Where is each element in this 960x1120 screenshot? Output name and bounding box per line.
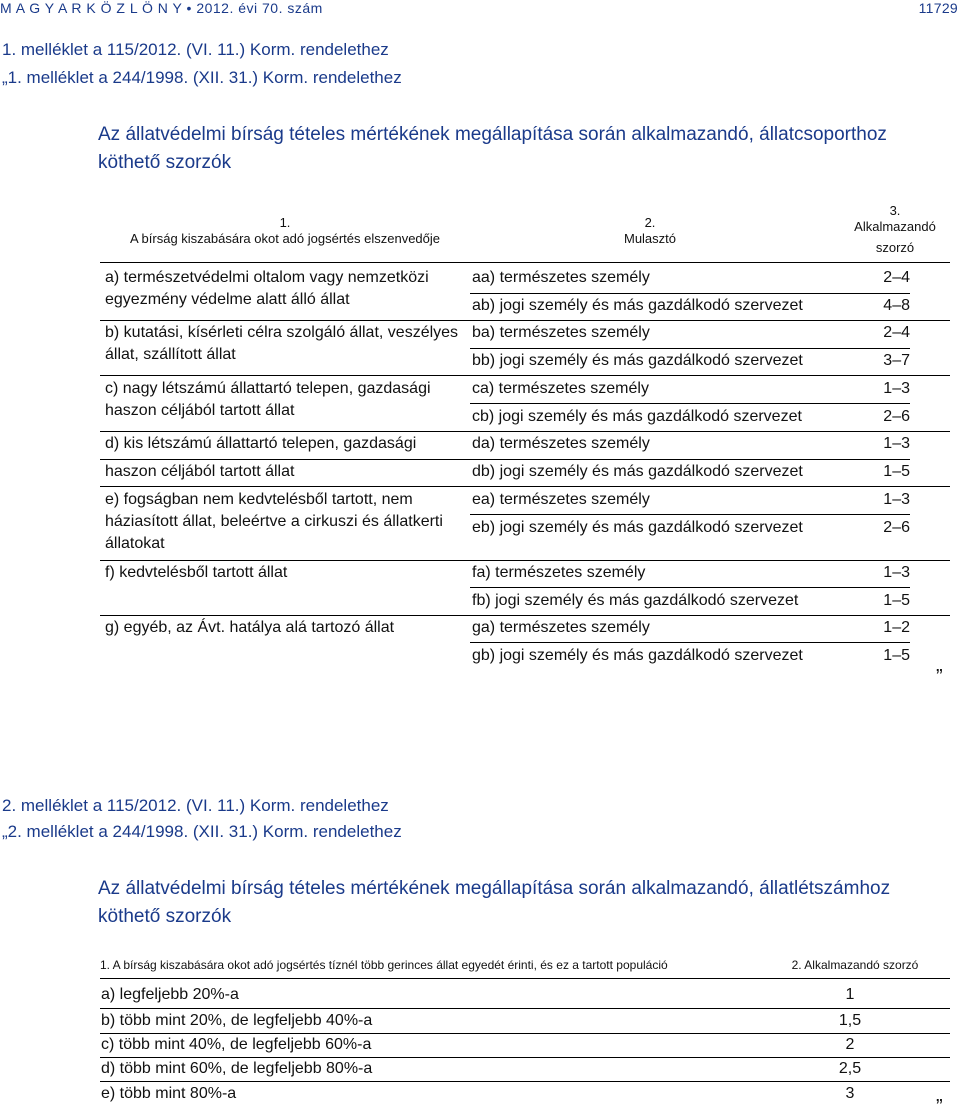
- annex1-value-fa: 1–3: [883, 564, 910, 581]
- annex1-col1-num: 1.: [279, 215, 291, 230]
- annex1-ref-line2: „1. melléklet a 244/1998. (XII. 31.) Korm. rendelethez: [2, 68, 402, 87]
- annex1-value-da: 1–3: [883, 435, 910, 452]
- annex1-value-ga: 1–2: [883, 619, 910, 636]
- annex1-actor-cb: cb) jogi személy és más gazdálkodó szervezet: [472, 408, 802, 425]
- annex1-category-d-line1: d) kis létszámú állattartó telepen, gazdasági: [105, 435, 417, 452]
- annex1-category-g: g) egyéb, az Ávt. hatálya alá tartozó állat: [105, 619, 395, 636]
- page-number: 11729: [918, 0, 958, 16]
- annex1-actor-fa: fa) természetes személy: [472, 564, 646, 581]
- annex1-category-b: b) kutatási, kísérleti célra szolgáló állat, veszélyes állat, szállított állat: [105, 324, 459, 363]
- annex1-value-ba: 2–4: [883, 324, 910, 341]
- annex1-ref-line1: 1. melléklet a 115/2012. (VI. 11.) Korm. rendelethez: [2, 40, 389, 59]
- annex1-row-rule: [100, 459, 910, 460]
- annex1-actor-da: da) természetes személy: [472, 435, 650, 452]
- annex1-col3-header-2: szorzó: [875, 240, 915, 255]
- annex2-col1-header: 1. A bírság kiszabására okot adó jogsértés tíznél több gerinces állat egyedét érinti, és ez a tartott populáció: [100, 958, 668, 972]
- annex2-row-label-e: e) több mint 80%-a: [101, 1085, 237, 1102]
- annex1-category-d-line2: haszon céljából tartott állat: [105, 463, 295, 480]
- annex1-value-fb: 1–5: [883, 592, 910, 609]
- annex1-value-eb: 2–6: [883, 519, 910, 536]
- annex1-category-a: a) természetvédelmi oltalom vagy nemzetközi egyezmény védelme alatt álló állat: [105, 269, 429, 308]
- annex1-col2-header: Mulasztó: [623, 231, 677, 246]
- annex1-category-c: c) nagy létszámú állattartó telepen, gazdasági haszon céljából tartott állat: [105, 380, 431, 419]
- annex1-group-rule: [100, 375, 950, 376]
- annex1-value-ca: 1–3: [883, 380, 910, 397]
- annex1-category-e: e) fogságban nem kedvtelésből tartott, nem háziasított állat, beleértve a cirkuszi és állatkerti állatokat: [105, 491, 443, 552]
- annex2-row-rule: [100, 1081, 950, 1082]
- annex2-row-value-a: 1: [845, 986, 855, 1003]
- annex1-row-rule: [470, 642, 910, 643]
- annex1-actor-fb: fb) jogi személy és más gazdálkodó szervezet: [472, 592, 799, 609]
- annex1-title: Az állatvédelmi bírság tételes mértékének megállapítása során alkalmazandó, állatcsoporthoz köthető szorzók: [98, 124, 887, 173]
- annex1-value-cb: 2–6: [883, 408, 910, 425]
- annex1-header-rule: [100, 262, 950, 263]
- annex1-value-gb: 1–5: [883, 647, 910, 664]
- annex2-ref-line2: „2. melléklet a 244/1998. (XII. 31.) Korm. rendelethez: [2, 822, 402, 841]
- annex1-actor-ga: ga) természetes személy: [472, 619, 650, 636]
- annex1-actor-ab: ab) jogi személy és más gazdálkodó szervezet: [472, 297, 803, 314]
- annex2-row-value-b: 1,5: [838, 1012, 862, 1029]
- annex1-actor-gb: gb) jogi személy és más gazdálkodó szervezet: [472, 647, 803, 664]
- annex1-row-rule: [470, 587, 910, 588]
- annex1-group-rule: [100, 560, 950, 561]
- annex1-actor-eb: eb) jogi személy és más gazdálkodó szervezet: [472, 519, 803, 536]
- annex2-row-value-d: 2,5: [838, 1060, 862, 1077]
- annex1-col1-header: A bírság kiszabására okot adó jogsértés elszenvedője: [129, 231, 441, 246]
- annex2-row-label-a: a) legfeljebb 20%-a: [101, 986, 239, 1003]
- annex2-row-label-b: b) több mint 20%, de legfeljebb 40%-a: [101, 1012, 373, 1029]
- annex2-title: Az állatvédelmi bírság tételes mértékének megállapítása során alkalmazandó, állatlétszámhoz köthető szorzók: [98, 878, 891, 927]
- annex1-value-ea: 1–3: [883, 491, 910, 508]
- annex1-actor-ba: ba) természetes személy: [472, 324, 650, 341]
- annex1-value-bb: 3–7: [883, 352, 910, 369]
- annex1-category-f: f) kedvtelésből tartott állat: [105, 564, 288, 581]
- annex1-row-rule: [470, 514, 910, 515]
- annex2-header-rule: [100, 978, 950, 979]
- annex2-ref-line1: 2. melléklet a 115/2012. (VI. 11.) Korm. rendelethez: [2, 796, 389, 815]
- annex2-col2-header: 2. Alkalmazandó szorzó: [791, 958, 919, 972]
- annex1-actor-ca: ca) természetes személy: [472, 380, 649, 397]
- annex2-row-rule: [100, 1008, 950, 1009]
- annex1-value-db: 1–5: [883, 463, 910, 480]
- annex1-actor-aa: aa) természetes személy: [472, 269, 650, 286]
- annex1-group-rule: [100, 320, 950, 321]
- annex1-col3-header: Alkalmazandó: [854, 219, 936, 234]
- annex1-group-rule: [100, 486, 950, 487]
- annex1-value-ab: 4–8: [883, 297, 910, 314]
- annex1-actor-db: db) jogi személy és más gazdálkodó szervezet: [472, 463, 803, 480]
- annex1-actor-bb: bb) jogi személy és más gazdálkodó szervezet: [472, 352, 803, 369]
- annex1-actor-ea: ea) természetes személy: [472, 491, 650, 508]
- annex2-row-label-d: d) több mint 60%, de legfeljebb 80%-a: [101, 1060, 373, 1077]
- annex1-col2-num: 2.: [644, 215, 656, 230]
- annex2-row-value-e: 3: [845, 1085, 855, 1102]
- annex1-value-aa: 2–4: [883, 269, 910, 286]
- annex2-closing-quote: ”: [936, 1096, 943, 1118]
- annex1-row-rule: [470, 293, 910, 294]
- annex2-row-value-c: 2: [845, 1036, 855, 1053]
- annex1-closing-quote: ”: [936, 666, 943, 688]
- journal-header: M A G Y A R K Ö Z L Ö N Y • 2012. évi 70. szám: [0, 0, 323, 16]
- annex1-group-rule: [100, 431, 950, 432]
- annex2-row-label-c: c) több mint 40%, de legfeljebb 60%-a: [101, 1036, 372, 1053]
- annex1-row-rule: [470, 348, 910, 349]
- annex1-row-rule: [470, 403, 910, 404]
- annex1-col3-num: 3.: [889, 203, 901, 218]
- annex1-group-rule: [100, 615, 950, 616]
